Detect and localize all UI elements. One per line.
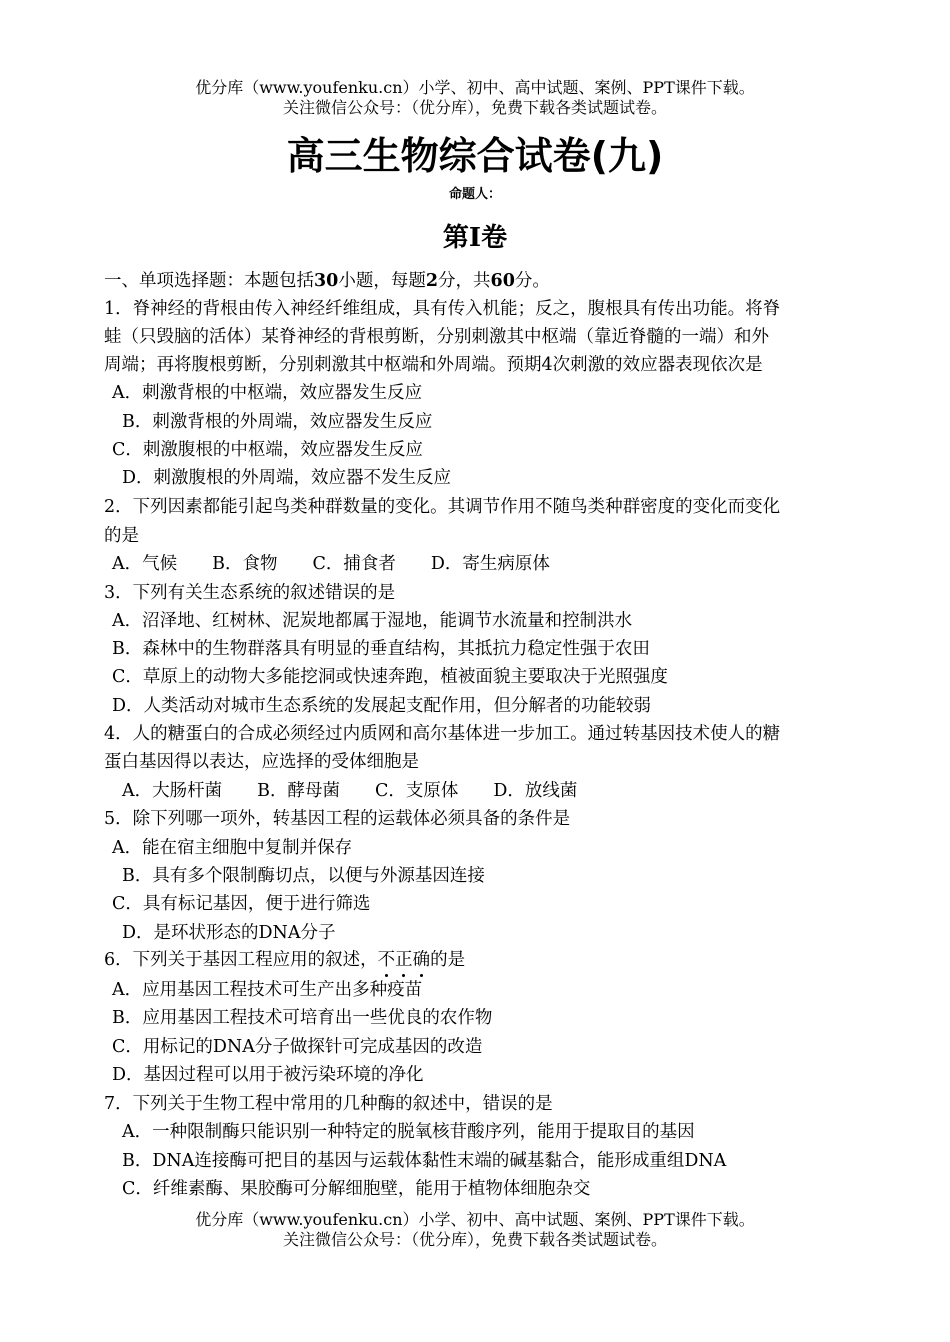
- page-title: 高三生物综合试卷(九): [286, 134, 664, 178]
- section-prefix: 一、单项选择题：本题包括: [104, 271, 314, 291]
- q5-option-d: D．是环状形态的DNA分子: [122, 923, 336, 943]
- section-suffix: 分。: [514, 271, 550, 291]
- q1-option-c: C．刺激腹根的中枢端，效应器发生反应: [112, 440, 423, 460]
- q5-option-b: B．具有多个限制酶切点，以便与外源基因连接: [122, 866, 485, 886]
- q1-option-b: B．刺激背根的外周端，效应器发生反应: [122, 412, 433, 432]
- section-mid-1: 小题，每题: [338, 271, 426, 291]
- q6-option-c: C．用标记的DNA分子做探针可完成基因的改造: [112, 1037, 483, 1057]
- q4-stem-line-1: 4．人的糖蛋白的合成必须经过内质网和高尔基体进一步加工。通过转基因技术使人的糖: [104, 724, 781, 744]
- q6-option-d: D．基因过程可以用于被污染环境的净化: [112, 1065, 424, 1085]
- question-count: 30: [314, 271, 339, 291]
- footer-ad-line-1: 优分库（www.youfenku.cn）小学、初中、高中试题、案例、PPT课件下载。: [195, 1210, 755, 1229]
- header-ad-line-1: 优分库（www.youfenku.cn）小学、初中、高中试题、案例、PPT课件下载。: [195, 78, 755, 97]
- q2-stem-line-2: 的是: [104, 526, 139, 546]
- points-total: 60: [490, 271, 515, 291]
- q7-option-c: C．纤维素酶、果胶酶可分解细胞壁，能用于植物体细胞杂交: [122, 1179, 591, 1199]
- q1-stem-line-3: 周端；再将腹根剪断，分别刺激其中枢端和外周端。预期4次刺激的效应器表现依次是: [104, 355, 763, 375]
- q3-option-c: C．草原上的动物大多能挖洞或快速奔跑，植被面貌主要取决于光照强度: [112, 667, 668, 687]
- part-heading: 第Ⅰ卷: [442, 223, 508, 253]
- q1-option-a: A．刺激背根的中枢端，效应器发生反应: [112, 383, 423, 403]
- q7-option-a: A．一种限制酶只能识别一种特定的脱氧核苷酸序列，能用于提取目的基因: [122, 1122, 695, 1142]
- q6-emphasis-char-2: 正: [395, 950, 413, 970]
- q5-stem: 5．除下列哪一项外，转基因工程的运载体必须具备的条件是: [104, 809, 571, 829]
- footer-ad-line-2: 关注微信公众号：（优分库），免费下载各类试题试卷。: [282, 1230, 667, 1249]
- q6-stem-post: 的是: [430, 950, 466, 970]
- q1-stem-line-2: 蛙（只毁脑的活体）某脊神经的背根剪断，分别刺激其中枢端（靠近脊髓的一端）和外: [104, 327, 769, 347]
- q7-stem: 7．下列关于生物工程中常用的几种酶的叙述中，错误的是: [104, 1094, 553, 1114]
- q2-options: A．气候 B．食物 C．捕食者 D．寄生病原体: [112, 554, 550, 574]
- q3-stem: 3．下列有关生态系统的叙述错误的是: [104, 583, 396, 603]
- q7-option-b: B．DNA连接酶可把目的基因与运载体黏性末端的碱基黏合，能形成重组DNA: [122, 1151, 727, 1171]
- section-instructions: [104, 269, 550, 293]
- q6-option-a: A．应用基因工程技术可生产出多种疫苗: [112, 980, 423, 1000]
- q2-stem-line-1: 2．下列因素都能引起鸟类种群数量的变化。其调节作用不随鸟类种群密度的变化而变化: [104, 497, 781, 517]
- q4-options: A．大肠杆菌 B．酵母菌 C．支原体 D．放线菌: [122, 781, 578, 801]
- q5-option-c: C．具有标记基因，便于进行筛选: [112, 894, 371, 914]
- q3-option-d: D．人类活动对城市生态系统的发展起支配作用，但分解者的功能较弱: [112, 696, 652, 716]
- q1-stem-line-1: 1．脊神经的背根由传入神经纤维组成，具有传入机能；反之，腹根具有传出功能。将脊: [104, 299, 781, 319]
- q3-option-b: B．森林中的生物群落具有明显的垂直结构，其抵抗力稳定性强于农田: [112, 639, 650, 659]
- section-mid-2: 分，共: [438, 271, 491, 291]
- q6-stem-pre: 6．下列关于基因工程应用的叙述，: [104, 950, 378, 970]
- header-ad-line-2: 关注微信公众号：（优分库），免费下载各类试题试卷。: [282, 98, 667, 117]
- author-label: 命题人：: [448, 187, 501, 202]
- q1-option-d: D．刺激腹根的外周端，效应器不发生反应: [122, 468, 452, 488]
- q6-emphasis-char-1: 不: [377, 950, 396, 970]
- points-each: 2: [425, 271, 439, 291]
- q5-option-a: A．能在宿主细胞中复制并保存: [112, 838, 353, 858]
- q6-stem: [104, 948, 465, 972]
- q6-option-b: B．应用基因工程技术可培育出一些优良的农作物: [112, 1008, 493, 1028]
- q4-stem-line-2: 蛋白基因得以表达，应选择的受体细胞是: [104, 752, 419, 772]
- q3-option-a: A．沼泽地、红树林、泥炭地都属于湿地，能调节水流量和控制洪水: [112, 611, 633, 631]
- q6-emphasis-char-3: 确: [412, 950, 431, 970]
